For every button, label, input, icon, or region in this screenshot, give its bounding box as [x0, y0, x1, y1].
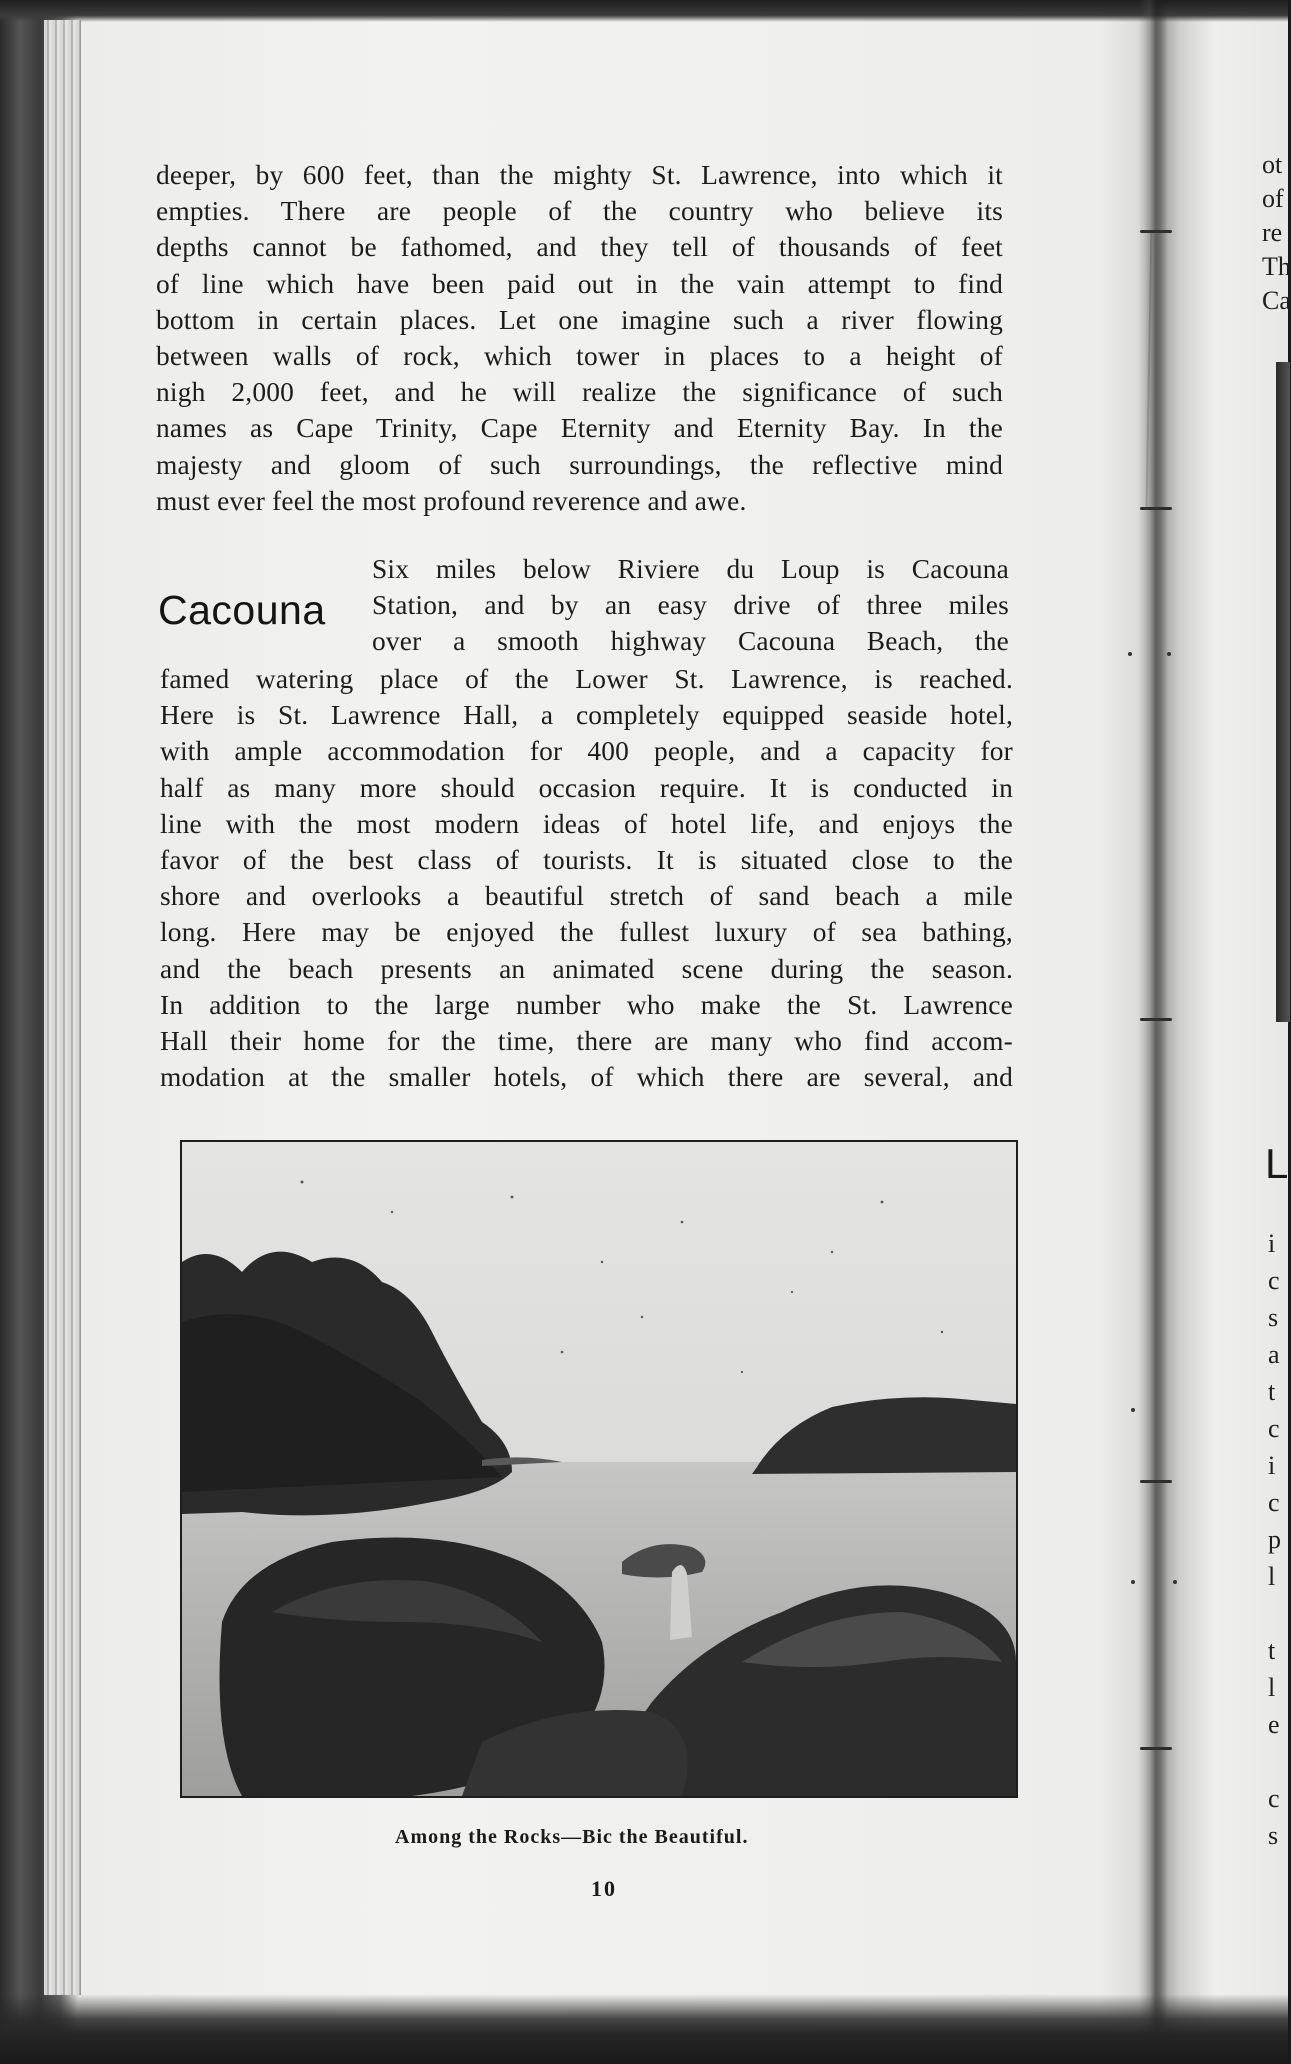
- text-line: line with the most modern ideas of hotel life, and enjoys the: [160, 808, 1013, 839]
- text-fragment: re: [1262, 218, 1283, 247]
- text-line: deeper, by 600 feet, than the mighty St. Lawrence, into which it: [156, 160, 1003, 190]
- text-line: empties. There are people of the country who believe its: [156, 196, 1003, 227]
- text-line: with ample accommodation for 400 people, and a capacity for: [160, 736, 1013, 767]
- text-line: depths cannot be fathomed, and they tell of thousands of feet: [156, 232, 1003, 263]
- binding-dot: [1131, 1408, 1135, 1412]
- text-line: shore and overlooks a beautiful stretch of sand beach a mile: [160, 881, 1013, 912]
- text-line: and the beach presents an animated scene during the season.: [160, 953, 1013, 984]
- paragraph-saguenay: [156, 157, 1003, 519]
- binding-dot: [1131, 1580, 1135, 1584]
- binding-stitch: [1140, 507, 1172, 510]
- stacked-page-edges: [44, 20, 81, 1995]
- text-fragment: s: [1268, 1821, 1279, 1850]
- text-line: of line which have been paid out in the vain attempt to find: [156, 268, 1003, 299]
- text-line: favor of the best class of tourists. It is situated close to the: [160, 844, 1013, 875]
- text-fragment: l: [1268, 1562, 1276, 1591]
- text-line: famed watering place of the Lower St. Lawrence, is reached.: [160, 664, 1013, 694]
- photo-caption: Among the Rocks—Bic the Beautiful.: [395, 1826, 749, 1848]
- text-fragment: ot: [1262, 150, 1283, 179]
- rocky-shore-illustration: [182, 1142, 1016, 1796]
- text-line: nigh 2,000 feet, and he will realize the significance of such: [156, 377, 1003, 408]
- text-line: over a smooth highway Cacouna Beach, the: [372, 626, 1009, 657]
- binding-dot: [1173, 1580, 1177, 1584]
- text-line: In addition to the large number who make the St. Lawrence: [160, 989, 1013, 1020]
- text-fragment: [1268, 1595, 1281, 1632]
- text-fragment: c: [1268, 1266, 1280, 1295]
- scan-top-edge: [0, 0, 1288, 22]
- right-page-text-fragment: [1268, 1225, 1281, 1854]
- paragraph-cacouna-body: [160, 661, 1013, 1095]
- text-line: long. Here may be enjoyed the fullest luxury of sea bathing,: [160, 917, 1013, 948]
- text-fragment: i: [1268, 1229, 1276, 1258]
- text-line: must ever feel the most profound reverence and awe.: [156, 485, 747, 516]
- text-fragment: s: [1268, 1303, 1279, 1332]
- scan-bottom-edge: [0, 1994, 1288, 2064]
- text-fragment: t: [1268, 1377, 1276, 1406]
- text-fragment: e: [1268, 1710, 1280, 1739]
- right-page-photo-edge: [1276, 362, 1290, 1022]
- text-line: Here is St. Lawrence Hall, a completely equipped seaside hotel,: [160, 700, 1013, 731]
- text-fragment: c: [1268, 1414, 1280, 1443]
- text-line: majesty and gloom of such surroundings, the reflective mind: [156, 449, 1003, 480]
- binding-stitch: [1140, 230, 1172, 233]
- binding-stitch: [1140, 1480, 1172, 1483]
- text-line: modation at the smaller hotels, of which there are several, and: [160, 1062, 1013, 1093]
- section-heading-cacouna: Cacouna: [158, 587, 326, 633]
- page-number: 10: [591, 1876, 617, 1901]
- text-fragment: c: [1268, 1488, 1280, 1517]
- text-fragment: Th: [1262, 252, 1291, 281]
- text-fragment: Ca: [1262, 286, 1291, 315]
- binding-dot: [1128, 652, 1132, 656]
- right-page-text-fragment: [1262, 148, 1291, 318]
- binding-gutter: [1138, 0, 1168, 2064]
- text-line: half as many more should occasion require. It is conducted in: [160, 772, 1013, 803]
- photograph-rocks-bic: [180, 1140, 1018, 1798]
- right-page-heading-fragment: L: [1265, 1140, 1289, 1187]
- binding-stitch: [1140, 1018, 1172, 1021]
- text-fragment: [1268, 1743, 1281, 1780]
- text-fragment: t: [1268, 1636, 1276, 1665]
- text-line: Six miles below Riviere du Loup is Cacouna: [372, 554, 1009, 584]
- text-fragment: l: [1268, 1673, 1276, 1702]
- text-fragment: i: [1268, 1451, 1276, 1480]
- text-fragment: a: [1268, 1340, 1280, 1369]
- text-line: between walls of rock, which tower in places to a height of: [156, 340, 1003, 371]
- binding-dot: [1167, 652, 1171, 656]
- binding-stitch: [1140, 1747, 1172, 1750]
- text-line: bottom in certain places. Let one imagine such a river flowing: [156, 304, 1003, 335]
- text-line: Station, and by an easy drive of three miles: [372, 590, 1009, 621]
- paragraph-cacouna-intro: [372, 551, 1009, 660]
- text-fragment: of: [1262, 184, 1284, 213]
- text-fragment: p: [1268, 1525, 1281, 1554]
- text-line: Hall their home for the time, there are many who find accom-: [160, 1025, 1013, 1056]
- text-line: names as Cape Trinity, Cape Eternity and Eternity Bay. In the: [156, 413, 1003, 444]
- text-fragment: c: [1268, 1784, 1280, 1813]
